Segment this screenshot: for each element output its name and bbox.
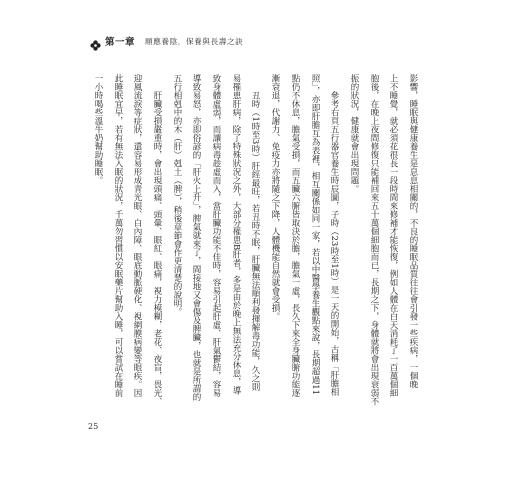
text-column: 導致易怒，亦即俗諺的「肝火上升」，脾氣就來了，間接地又會傷及脾臟，也就是所謂的 <box>191 74 201 402</box>
text-column: 肝臟受損嚴重時，會出現頭痛、頭暈、眼紅、眼痛，視力模糊，老花、夜盲，畏光、 <box>152 91 162 406</box>
text-column: 照」，亦即肝膽互為表裡，相互關係如同一家，若以中醫學養生觀點來說，長期超過11 <box>310 74 320 396</box>
text-column: 振的狀況，健康就會出現問題。 <box>349 74 359 193</box>
text-column: 一小時喝些溫牛奶幫助睡眠。 <box>93 74 103 185</box>
text-column: 參考右頁五行器官養生時辰圖，子時（23時至1時）是一天的開始，古稱「肝膽相 <box>329 91 339 397</box>
page-number: 25 <box>88 422 99 431</box>
chapter-title: 順應養陰．保養與長壽之訣 <box>145 36 244 46</box>
text-column: 丑時（1時至3時）肝經最旺，若丑時不眠，肝臟無法順利發揮解毒功能，久之則 <box>250 91 260 391</box>
chapter-label: 第一章 <box>105 37 136 48</box>
text-column: 此睡眠宜早，若有無法入眠的狀況，千萬勿習慣以安眠藥片幫助入睡，可以嘗試在睡前 <box>113 74 123 397</box>
text-column: 胞後，在晚上夜間修復只能補回來五十萬個細胞而已，長期之下，身體就將會出現衰弱不 <box>369 74 379 406</box>
text-column: 影響，睡眠與健康養生是息息相關的，不良的睡眠品質往往會引發一些疾病，一個晚 <box>408 74 418 389</box>
text-column: 點仍不休息，膽氣受損，而五臟六腑皆取決於膽，膽氣一虛，長久下來全身臟腑功能逐 <box>290 74 300 397</box>
text-column: 漸衰退，代謝力、免疫力亦將隨之下降，人體機能自然就會受損。 <box>270 74 280 321</box>
text-column: 迎風流淚等症狀，還容易形成青光眼、白內障、眼底動脈硬化、視網膜病變等眼疾。因 <box>132 74 142 397</box>
text-column: 五行相剋中的木（肝）剋土（脾），稍後章節會作更清楚的說明。 <box>172 74 182 317</box>
text-column: 致身體虛弱，而讓病毒趁虛而入，當肝臟功能不佳時，容易引起肝虛、肝氣鬱結，容易 <box>211 74 221 397</box>
text-column: 易罹患肝病，除了特殊狀況之外，大部分罹患B肝者，多是由於晚上無法充分休息，導 <box>231 74 241 395</box>
text-column: 上不睡覺，就必須花很長一段時間來修補才能恢復，例如人體在白天消耗了一百萬個細 <box>388 74 398 397</box>
